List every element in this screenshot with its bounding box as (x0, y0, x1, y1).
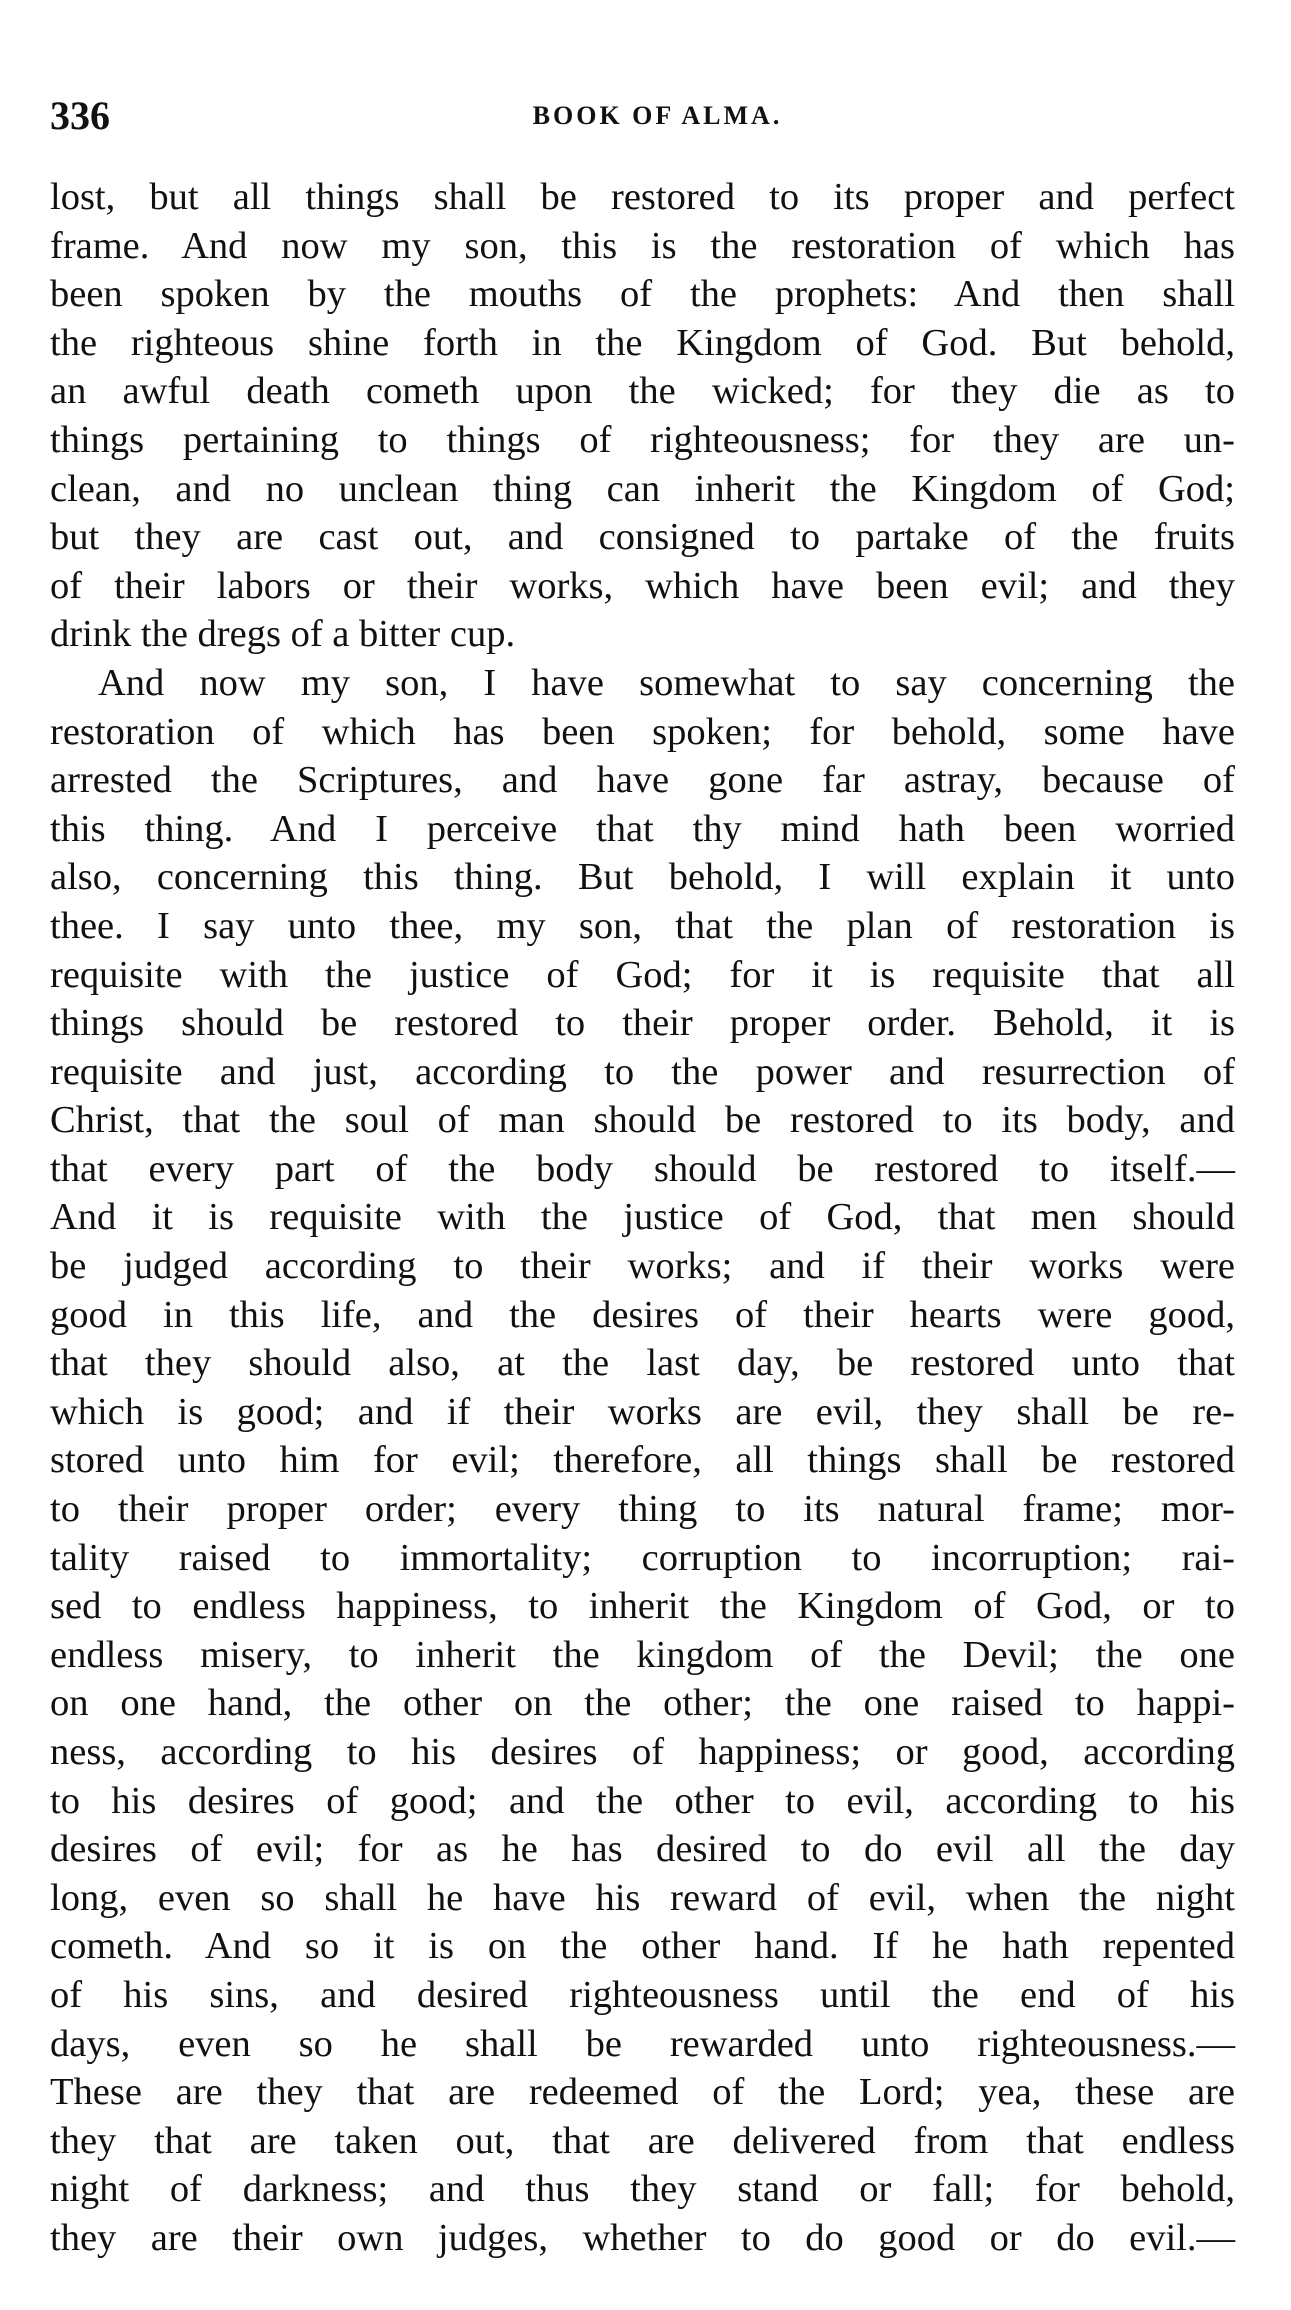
text-line: to his desires of good; and the other to evil, according to his (50, 1779, 1235, 1822)
text-line: requisite with the justice of God; for it is requisite that all (50, 953, 1235, 996)
text-line: that every part of the body should be restored to itself.— (50, 1147, 1235, 1190)
text-line: be judged according to their works; and if their works were (50, 1245, 1235, 1288)
page-header (50, 86, 1235, 146)
text-line: tality raised to immortality; corruption to incorruption; rai- (50, 1536, 1235, 1579)
text-line: good in this life, and the desires of their hearts were good, (50, 1293, 1235, 1336)
text-line: drink the dregs of a bitter cup. (50, 613, 516, 656)
body-text (50, 173, 1235, 2263)
text-line: endless misery, to inherit the kingdom of the Devil; the one (50, 1633, 1235, 1676)
text-line: thee. I say unto thee, my son, that the plan of restoration is (50, 904, 1235, 947)
text-line: long, even so shall he have his reward of evil, when the night (50, 1876, 1235, 1919)
text-line: they are their own judges, whether to do good or do evil.— (50, 2216, 1235, 2259)
page-number: 336 (50, 93, 110, 138)
text-line: clean, and no unclean thing can inherit the Kingdom of God; (50, 467, 1235, 510)
text-line: but they are cast out, and consigned to partake of the fruits (50, 516, 1235, 559)
text-line: this thing. And I perceive that thy mind hath been worried (50, 807, 1235, 850)
text-line: to their proper order; every thing to its natural frame; mor- (50, 1488, 1235, 1531)
text-line: lost, but all things shall be restored to its proper and perfect (50, 176, 1235, 218)
text-line: on one hand, the other on the other; the one raised to happi- (50, 1682, 1235, 1725)
text-line: requisite and just, according to the power and resurrection of (50, 1050, 1235, 1093)
text-line: things should be restored to their proper order. Behold, it is (50, 1002, 1235, 1045)
text-line: that they should also, at the last day, be restored unto that (50, 1342, 1235, 1385)
text-line: ness, according to his desires of happiness; or good, according (50, 1731, 1235, 1773)
text-line: frame. And now my son, this is the restoration of which has (50, 224, 1235, 267)
text-line: Christ, that the soul of man should be restored to its body, and (50, 1099, 1235, 1142)
text-line: been spoken by the mouths of the prophets: And then shall (50, 273, 1235, 316)
text-line: they that are taken out, that are delivered from that endless (50, 2119, 1235, 2162)
text-line: sed to endless happiness, to inherit the Kingdom of God, or to (50, 1585, 1235, 1628)
text-line: These are they that are redeemed of the Lord; yea, these are (50, 2071, 1235, 2114)
text-line: which is good; and if their works are evil, they shall be re- (50, 1390, 1235, 1433)
text-line: stored unto him for evil; therefore, all things shall be restored (50, 1439, 1235, 1482)
text-line: of their labors or their works, which have been evil; and they (50, 564, 1235, 607)
text-line: cometh. And so it is on the other hand. If he hath repented (50, 1925, 1235, 1968)
text-line: arrested the Scriptures, and have gone far astray, because of (50, 759, 1235, 802)
text-line: And it is requisite with the justice of God, that men should (50, 1196, 1235, 1239)
running-head: BOOK OF ALMA. (532, 101, 783, 130)
text-line: And now my son, I have somewhat to say concerning the (98, 661, 1235, 704)
text-line: also, concerning this thing. But behold, I will explain it unto (50, 856, 1235, 899)
text-line: things pertaining to things of righteousness; for they are un- (50, 418, 1235, 461)
text-line: restoration of which has been spoken; for behold, some have (50, 710, 1235, 753)
text-line: days, even so he shall be rewarded unto righteousness.— (50, 2022, 1235, 2065)
text-line: an awful death cometh upon the wicked; for they die as to (50, 370, 1235, 413)
text-line: of his sins, and desired righteousness until the end of his (50, 1973, 1235, 2016)
text-line: night of darkness; and thus they stand or fall; for behold, (50, 2168, 1235, 2211)
text-line: desires of evil; for as he has desired to do evil all the day (50, 1828, 1235, 1871)
text-line: the righteous shine forth in the Kingdom of God. But behold, (50, 321, 1235, 364)
